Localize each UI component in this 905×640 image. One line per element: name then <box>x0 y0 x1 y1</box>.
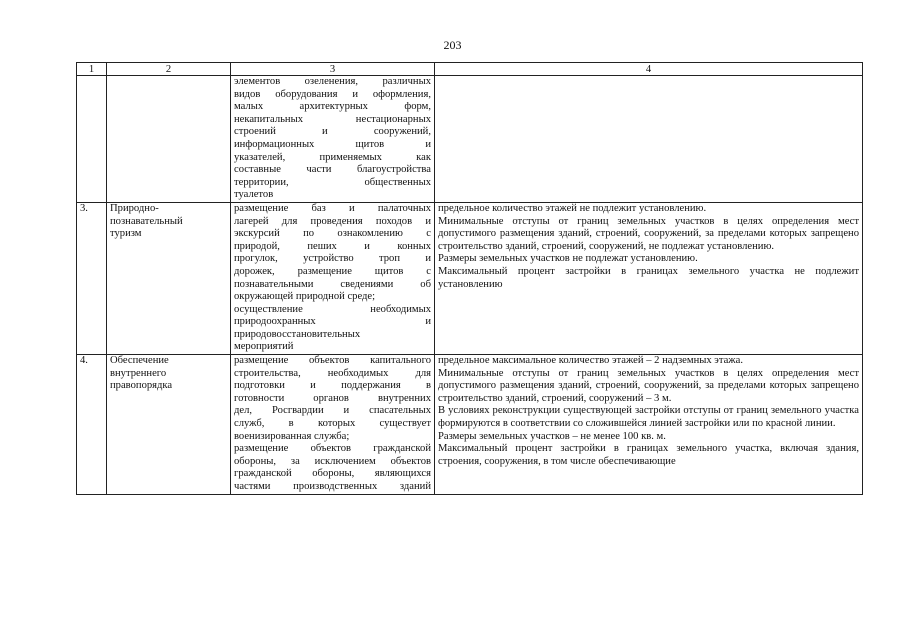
description-line: дел, Росгвардии и спасательных <box>234 405 431 417</box>
description-line: видов оборудования и оформления, <box>234 88 431 100</box>
description-line: окружающей природной среде; <box>234 291 376 303</box>
description-line: составные части благоустройства <box>234 164 431 176</box>
description-line: обороны, за исключением объектов <box>234 455 431 467</box>
description-line: строений и сооружений, <box>234 126 431 138</box>
parameters-cell <box>435 202 863 354</box>
parameter-paragraph: предельное количество этажей не подлежит установлению. <box>438 202 707 214</box>
description-line: элементов озеленения, различных <box>234 76 431 87</box>
description-line: природоохранных и <box>234 316 431 328</box>
description-line: природовосстановительных <box>234 328 361 340</box>
land-use-name-line: Природно- <box>110 202 159 214</box>
parameter-paragraph: Максимальный процент застройки в границах земельного участка, включая здания, строения, сооружения, в том числе обеспечивающие <box>438 443 859 467</box>
description-line: осуществление необходимых <box>234 303 431 315</box>
description-cell <box>231 202 435 354</box>
row-number-cell: 4. <box>77 355 107 495</box>
header-cell-1: 1 <box>77 63 107 76</box>
description-line: туалетов <box>234 189 274 201</box>
header-cell-3: 3 <box>231 63 435 76</box>
land-use-name-line: правопорядка <box>110 380 173 392</box>
parameter-paragraph: Размеры земельных участков не подлежат установлению. <box>438 253 698 265</box>
header-cell-4: 4 <box>435 63 863 76</box>
table-header-row <box>77 63 863 76</box>
description-line: военизированная служба; <box>234 430 350 442</box>
land-use-name-line: познавательный <box>110 215 183 227</box>
description-line: лагерей для проведения походов и <box>234 215 431 227</box>
regulations-table <box>76 62 863 495</box>
description-line: территории, общественных <box>234 176 431 188</box>
land-use-name-line: Обеспечение <box>110 355 169 367</box>
parameter-paragraph: Минимальные отступы от границ земельных участков в целях определения мест допустимого размещения зданий, строений, сооружений, за пределами которых запрещено строительство зданий, строений, сооружений – 3 м. <box>438 367 859 404</box>
description-line: информационных щитов и <box>234 138 431 150</box>
header-cell-2: 2 <box>107 63 231 76</box>
description-line: некапитальных нестационарных <box>234 113 431 125</box>
description-line: размещение объектов гражданской <box>234 443 431 455</box>
description-line: природой, пеших и конных <box>234 240 431 252</box>
parameter-paragraph: Минимальные отступы от границ земельных участков в целях определения мест допустимого размещения зданий, строений, сооружений, за пределами которых запрещено строительство зданий, строений, сооружений, не подлежат установлению. <box>438 215 859 252</box>
description-line: подготовки и поддержания в <box>234 380 431 392</box>
land-use-name-cell <box>107 202 231 354</box>
description-line: строительства, необходимых для <box>234 367 431 379</box>
parameter-paragraph: предельное максимальное количество этажей – 2 надземных этажа. <box>438 355 743 367</box>
land-use-name-cell <box>107 355 231 495</box>
description-line: дорожек, размещение щитов с <box>234 265 431 277</box>
row-number-cell <box>77 76 107 203</box>
page-number: 203 <box>443 38 462 52</box>
description-line: указателей, применяемых как <box>234 151 431 163</box>
description-line: размещение объектов капитального <box>234 355 431 367</box>
description-line: малых архитектурных форм, <box>234 101 431 113</box>
row-number-cell: 3. <box>77 202 107 354</box>
parameter-paragraph: Максимальный процент застройки в границах земельного участка не подлежит установлению <box>438 265 859 290</box>
parameters-cell <box>435 355 863 495</box>
table-row <box>77 202 863 354</box>
description-cell <box>231 355 435 495</box>
description-line: служб, в которых существует <box>234 418 431 430</box>
description-line: частями производственных зданий <box>234 481 431 492</box>
land-use-name-cell <box>107 76 231 203</box>
description-line: размещение баз и палаточных <box>234 202 431 214</box>
land-use-name-line: туризм <box>110 228 142 240</box>
description-line: готовности органов внутренних <box>234 392 431 404</box>
parameters-cell <box>435 76 863 203</box>
table-row <box>77 355 863 495</box>
description-line: гражданской обороны, являющихся <box>234 468 431 480</box>
parameter-paragraph: В условиях реконструкции существующей застройки отступы от границ земельного участка формируются в соответствии со сложившейся линией застройки или по красной линии. <box>438 405 859 430</box>
description-cell <box>231 76 435 203</box>
description-line: экскурсий по ознакомлению с <box>234 228 431 240</box>
description-line: прогулок, устройство троп и <box>234 253 431 265</box>
table-row <box>77 76 863 203</box>
description-line: мероприятий <box>234 341 294 353</box>
parameter-paragraph: Размеры земельных участков – не менее 100 кв. м. <box>438 430 666 442</box>
land-use-name-line: внутреннего <box>110 367 167 379</box>
description-line: познавательными сведениями об <box>234 278 431 290</box>
